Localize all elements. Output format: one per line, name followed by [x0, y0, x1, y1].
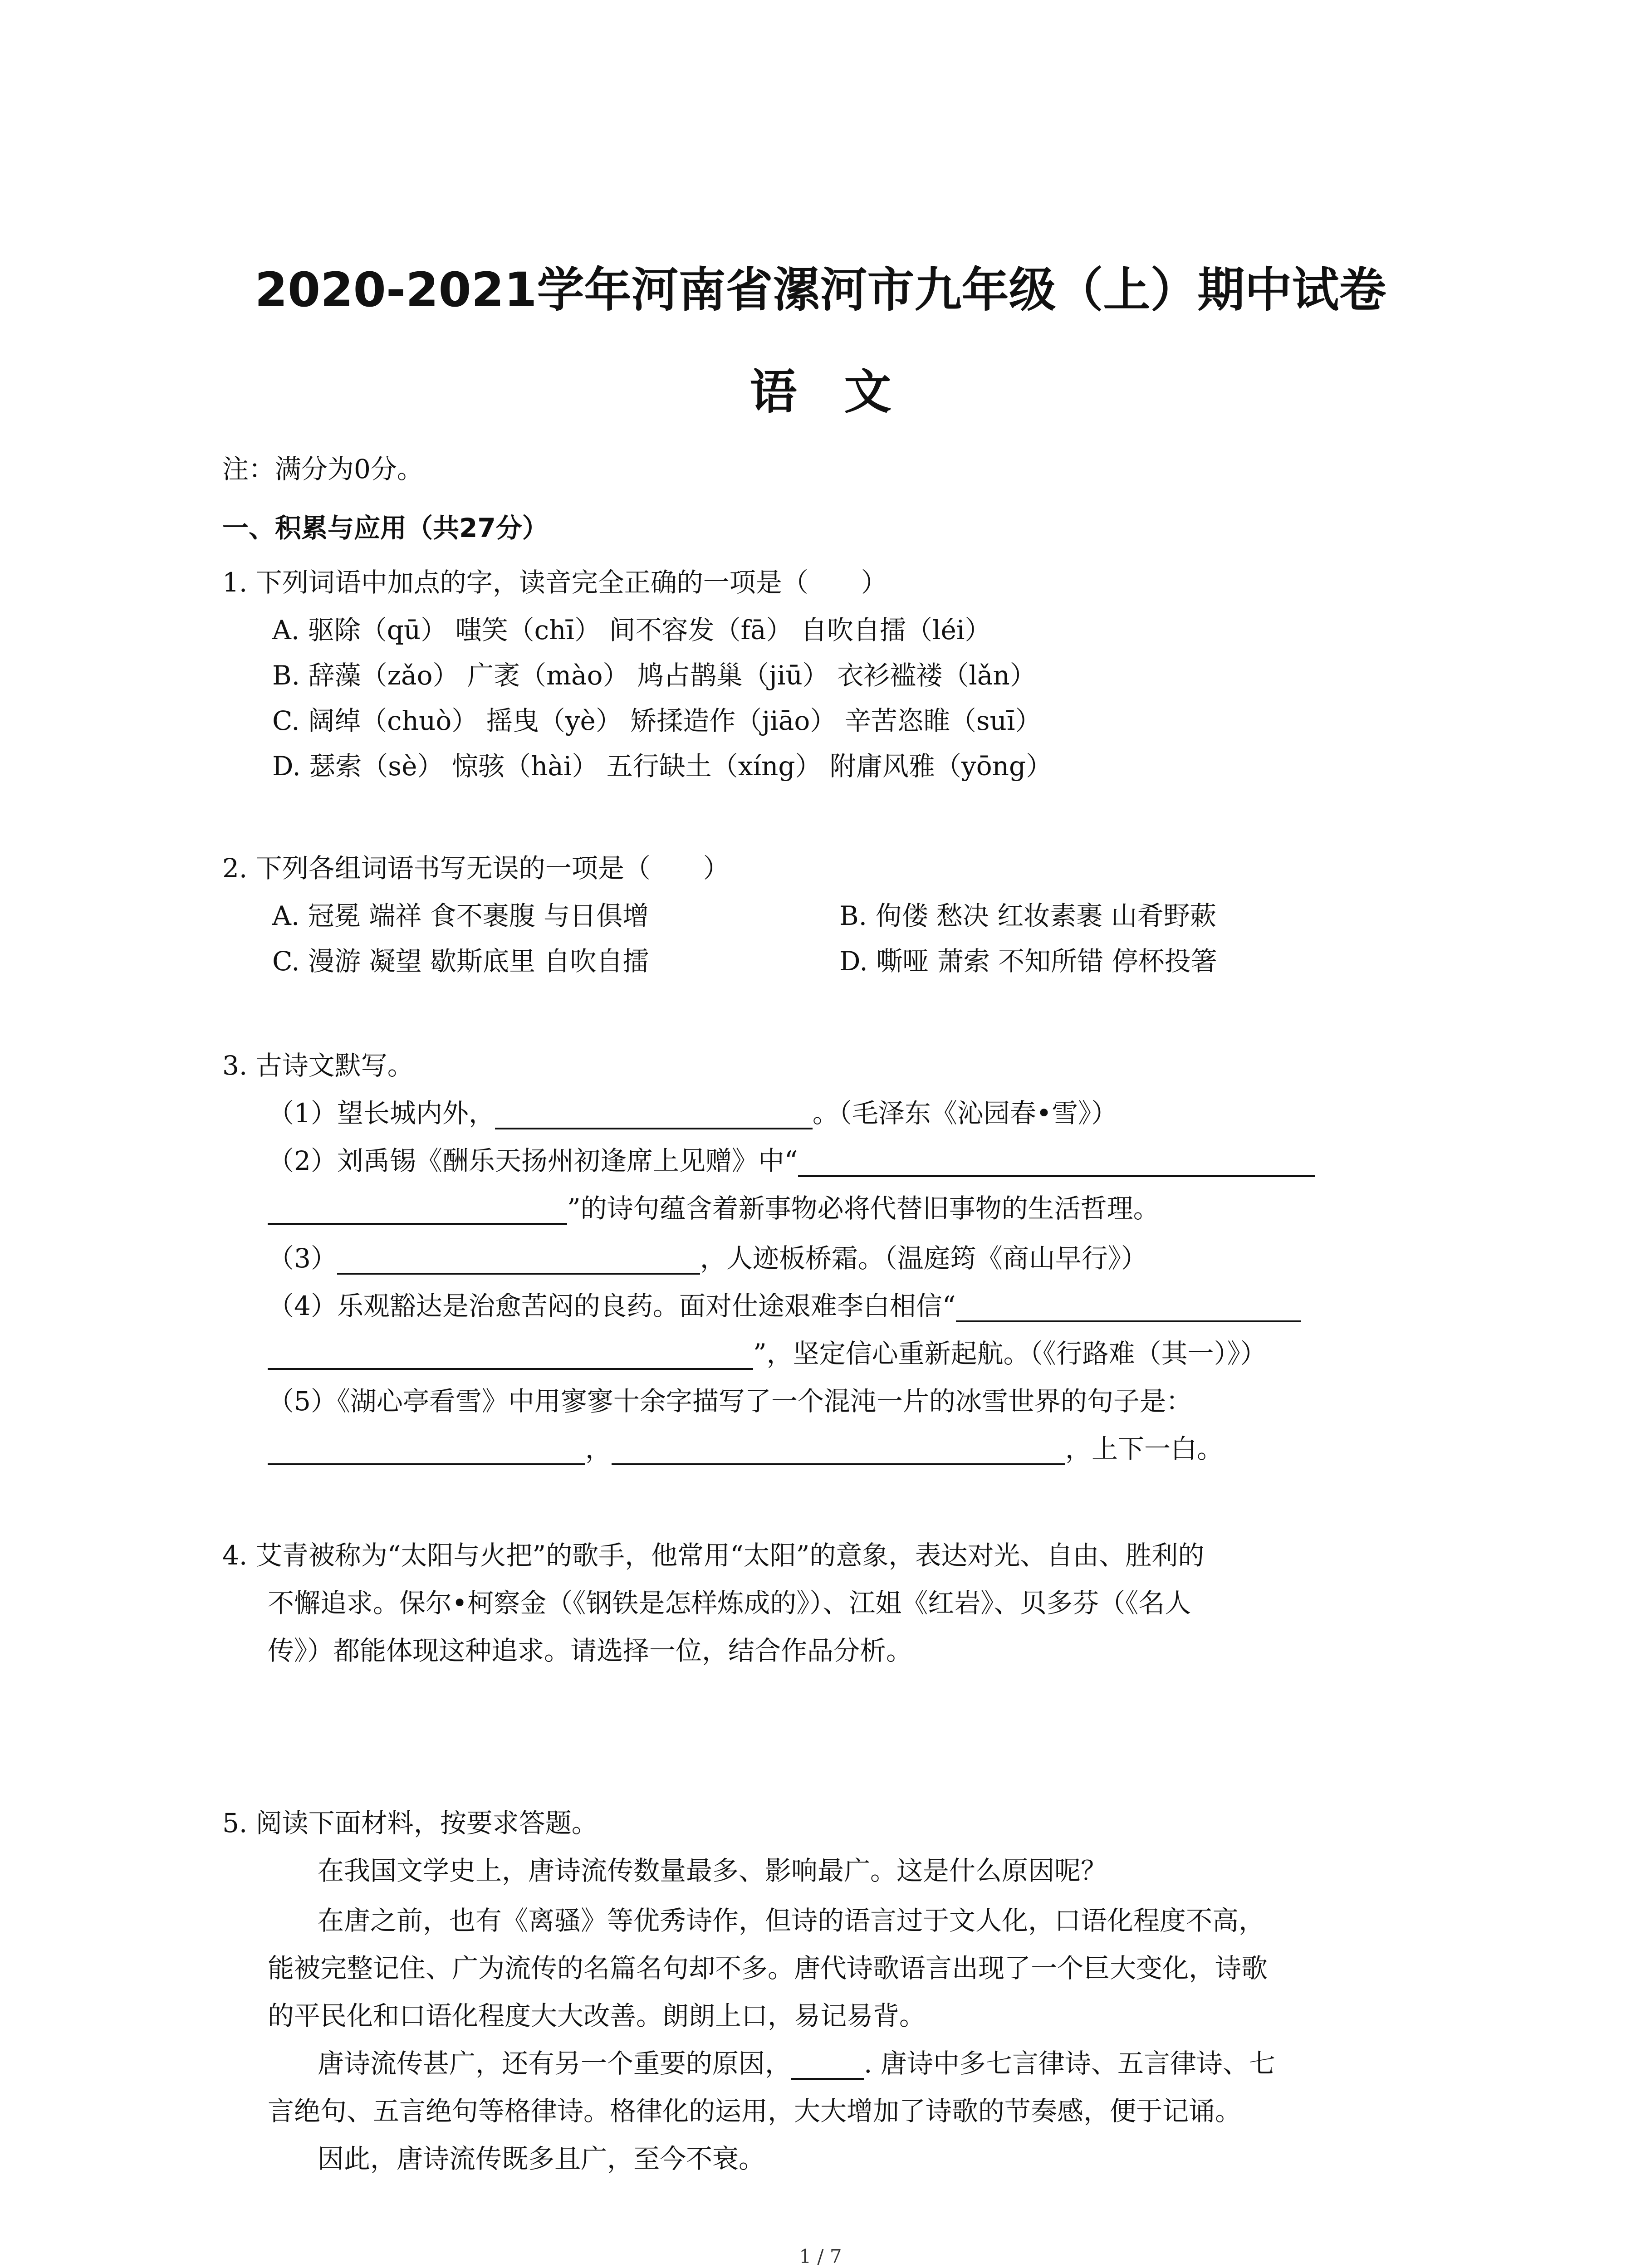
q5-para-3-suffix: . 唐诗中多七言律诗、五言律诗、七: [864, 2048, 1275, 2079]
q4-line-1: 4. 艾青被称为“太阳与火把”的歌手，他常用“太阳”的意象，表达对光、自由、胜利的: [222, 1540, 1205, 1571]
answer-blank[interactable]: [612, 1440, 1065, 1465]
q5-para-3-line2: 言绝句、五言绝句等格律诗。格律化的运用，大大增加了诗歌的节奏感，便于记诵。: [268, 2096, 1242, 2126]
q4-line-3: 传》）都能体现这种追求。请选择一位，结合作品分析。: [268, 1635, 913, 1666]
q3-item-4-suffix: ”，坚定信心重新起航。（《行路难（其一）》）: [753, 1338, 1267, 1369]
page-number: 1 / 7: [799, 2245, 842, 2268]
q5-para-3-line1: [318, 2048, 1275, 2080]
answer-blank[interactable]: [268, 1344, 753, 1370]
q3-item-1-suffix: 。（毛泽东《沁园春•雪》）: [812, 1098, 1118, 1129]
q1-option-c: C. 阔绰（chuò） 摇曳（yè） 矫揉造作（jiāo） 辛苦恣睢（suī）: [272, 705, 1042, 736]
q3-item-5-sep: ，: [585, 1433, 612, 1464]
answer-blank[interactable]: [268, 1440, 585, 1465]
exam-title: 2020-2021学年河南省漯河市九年级（上）期中试卷: [255, 262, 1386, 318]
q3-item-4-line2: [268, 1338, 1267, 1370]
q3-item-3-prefix: （3）: [268, 1243, 337, 1274]
answer-blank[interactable]: [337, 1249, 700, 1275]
q3-item-5-line2: [268, 1433, 1223, 1465]
section-heading: 一、积累与应用（共27分）: [222, 513, 549, 543]
q2-option-b: B. 佝偻 愁决 红妆素裹 山肴野蔌: [839, 900, 1216, 931]
q3-item-3-suffix: ，人迹板桥霜。（温庭筠《商山早行》）: [700, 1243, 1147, 1274]
answer-blank[interactable]: [791, 2054, 864, 2080]
q1-option-b: B. 辞藻（zǎo） 广袤（mào） 鸠占鹊巢（jiū） 衣衫褴褛（lǎn）: [272, 660, 1036, 691]
q3-item-4-prefix: （4）乐观豁达是治愈苦闷的良药。面对仕途艰难李白相信“: [268, 1290, 956, 1321]
q3-item-3: [268, 1243, 1147, 1275]
q3-item-1: [268, 1098, 1117, 1129]
score-note: 注：满分为0分。: [222, 454, 423, 484]
q2-option-a: A. 冠冕 端祥 食不裹腹 与日俱增: [272, 900, 649, 931]
q3-item-2-prefix: （2）刘禹锡《酬乐天扬州初逢席上见赠》中“: [268, 1145, 798, 1176]
q3-item-2-suffix: ”的诗句蕴含着新事物必将代替旧事物的生活哲理。: [567, 1193, 1160, 1224]
q2-stem: 2. 下列各组词语书写无误的一项是（ ）: [222, 853, 730, 884]
q3-item-2-line2: [268, 1193, 1160, 1225]
q5-para-1: 在我国文学史上，唐诗流传数量最多、影响最广。这是什么原因呢？: [318, 1855, 1107, 1886]
answer-blank[interactable]: [798, 1152, 1315, 1177]
answer-blank[interactable]: [495, 1104, 813, 1129]
q5-para-3-prefix: 唐诗流传甚广，还有另一个重要的原因，: [318, 2048, 792, 2079]
q2-option-c: C. 漫游 凝望 歇斯底里 自吹自擂: [272, 946, 649, 977]
q1-option-d: D. 瑟索（sè） 惊骇（hài） 五行缺土（xíng） 附庸风雅（yōng）: [272, 751, 1053, 782]
q3-item-4-line1: [268, 1290, 1301, 1322]
q5-stem: 5. 阅读下面材料，按要求答题。: [222, 1808, 598, 1838]
q3-item-5-line1: （5）《湖心亭看雪》中用寥寥十余字描写了一个混沌一片的冰雪世界的句子是：: [268, 1386, 1192, 1417]
q2-option-d: D. 嘶哑 萧索 不知所错 停杯投箸: [839, 946, 1217, 977]
q3-item-1-prefix: （1）望长城内外，: [268, 1098, 495, 1129]
q5-para-2-line3: 的平民化和口语化程度大大改善。朗朗上口，易记易背。: [268, 2000, 926, 2031]
q3-item-2-line1: [268, 1145, 1315, 1177]
answer-blank[interactable]: [268, 1199, 567, 1225]
q3-stem: 3. 古诗文默写。: [222, 1050, 414, 1081]
q5-para-4: 因此，唐诗流传既多且广，至今不衰。: [318, 2143, 765, 2174]
q5-para-2-line2: 能被完整记住、广为流传的名篇名句却不多。唐代诗歌语言出现了一个巨大变化，诗歌: [268, 1953, 1268, 1984]
q5-para-2-line1: 在唐之前，也有《离骚》等优秀诗作，但诗的语言过于文人化，口语化程度不高，: [318, 1905, 1265, 1936]
q1-option-a: A. 驱除（qū） 嗤笑（chī） 间不容发（fā） 自吹自擂（léi）: [272, 615, 991, 645]
answer-blank[interactable]: [956, 1297, 1301, 1322]
q3-item-5-suffix: ，上下一白。: [1065, 1433, 1224, 1464]
q1-stem: 1. 下列词语中加点的字，读音完全正确的一项是（ ）: [222, 567, 887, 598]
subject-title: 语 文: [749, 364, 892, 420]
q4-line-2: 不懈追求。保尔•柯察金（《钢铁是怎样炼成的》）、江姐《红岩》、贝多芬（《名人: [268, 1588, 1191, 1618]
